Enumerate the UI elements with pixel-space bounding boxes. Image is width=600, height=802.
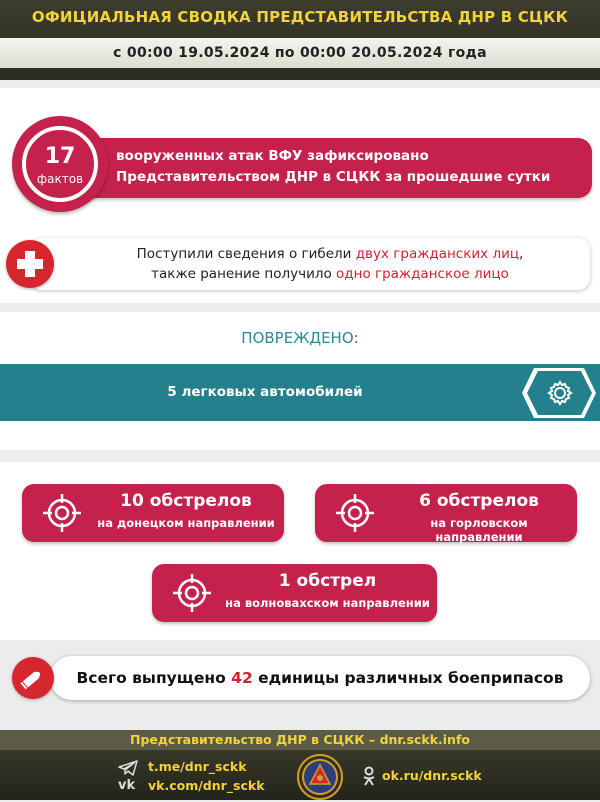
damaged-title-text: ПОВРЕЖДЕНО [241,329,354,347]
casualties-text-1: Поступили сведения о гибели [136,246,356,262]
telegram-link[interactable]: t.me/dnr_sckk [148,759,247,774]
casualties-text [90,244,570,284]
shell-icon [12,657,54,699]
vk-link[interactable]: vk.com/dnr_sckk [148,778,265,793]
ammo-text [50,656,590,700]
facts-count: 17 [44,144,76,169]
gear-icon [520,366,596,420]
period-bar [0,38,600,68]
crosshair-icon [172,573,212,613]
vk-icon[interactable]: vk [118,778,136,793]
ammo-text-post: единицы различных боеприпасов [252,669,564,687]
shelling-card-donetsk [22,484,284,542]
emblem-icon [297,754,343,800]
damaged-colon: : [353,329,359,347]
facts-text [116,146,576,188]
ok-icon[interactable] [362,766,376,786]
shelling-card-volnovakha [152,564,437,622]
summary-panel [0,88,600,303]
ammo-count: 42 [231,669,253,687]
shelling-count: 1 обстрел [278,571,377,591]
damaged-panel [0,312,600,450]
shelling-direction: на волновахском направлении [225,596,430,610]
casualties-text-2: также ранение получило [151,266,337,282]
red-cross-icon [6,240,54,288]
casualties-comma: , [519,246,524,262]
period-text: с 00:00 19.05.2024 по 00:00 20.05.2024 года [113,45,487,61]
page-title: ОФИЦИАЛЬНАЯ СВОДКА ПРЕДСТАВИТЕЛЬСТВА ДНР В СЦКК [31,8,569,26]
footer-org: Представительство ДНР в СЦКК – dnr.sckk.info [130,732,470,747]
shelling-direction: на донецком направлении [97,516,275,530]
facts-line-1: вооруженных атак ВФУ зафиксировано [116,148,429,164]
damaged-item: 5 легковых автомобилей [167,384,363,400]
shelling-direction: на горловском направлении [430,516,528,544]
shelling-card-gorlovka [315,484,577,542]
ammo-box [50,656,590,700]
shelling-panel [0,462,600,640]
damaged-title [0,329,600,347]
casualties-injured: одно гражданское лицо [336,266,509,282]
casualties-deaths: двух гражданских лиц [355,246,520,262]
ammo-text-pre: Всего выпущено [76,669,232,687]
crosshair-icon [335,493,375,533]
facts-line-2: Представительством ДНР в СЦКК за прошедшие сутки [116,169,551,185]
shelling-count: 6 обстрелов [419,491,539,511]
facts-bar [70,138,592,198]
facts-unit: фактов [36,172,84,186]
facts-count-badge [12,116,108,212]
telegram-icon[interactable] [118,760,138,776]
crosshair-icon [42,493,82,533]
shelling-count: 10 обстрелов [120,491,252,511]
header [0,0,600,80]
footer-bar [0,730,600,750]
damaged-bar [0,364,600,421]
casualties-box [30,238,590,290]
ok-link[interactable]: ok.ru/dnr.sckk [382,768,482,783]
